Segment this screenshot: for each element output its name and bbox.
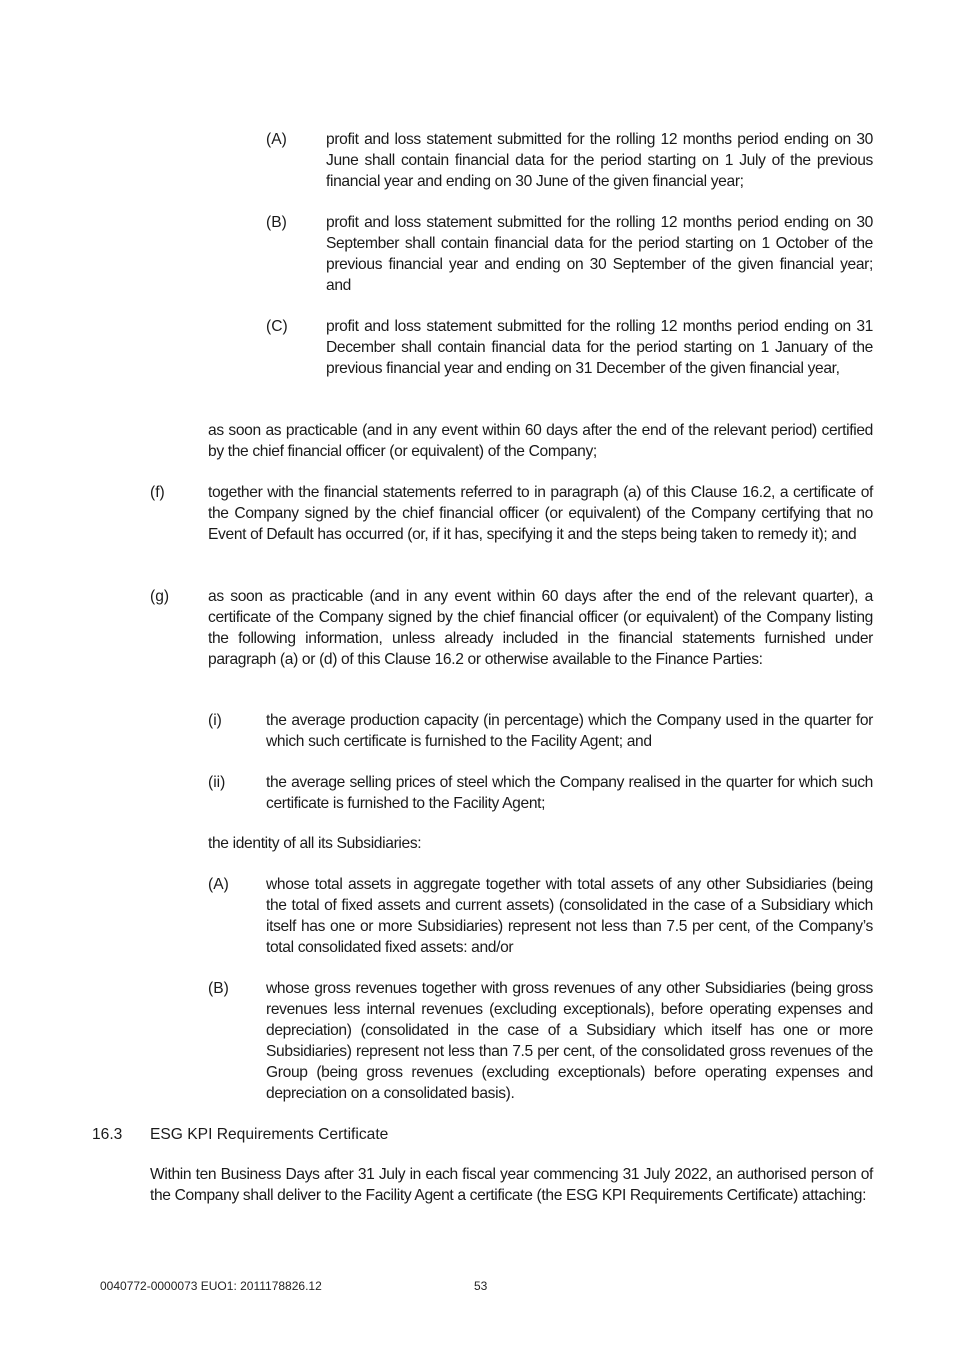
clause-label-g: (g) [150,588,170,605]
footer-page-number: 53 [474,1279,488,1293]
footer-document-reference: 0040772-0000073 EUO1: 2011178826.12 [100,1279,322,1293]
subsidiary-label: (A) [208,876,229,893]
subsidiary-text: whose total assets in aggregate together with total assets of any other Subsidiaries (being the total of fixed assets and current assets) (consolidated in the case of a Subsidiary which itself has one or more Subsidiaries) represent not less than 7.5 per cent, of the Company’s total consolidated fixed assets: and/or [266,876,873,956]
section-number: 16.3 [92,1126,123,1143]
item-text: profit and loss statement submitted for the rolling 12 months period ending on 30 June shall contain financial data for the period starting on 1 July of the previous financial year and ending on 30 June of the given financial year; [326,131,873,190]
item-label: (B) [266,214,287,231]
subsidiary-label: (B) [208,980,229,997]
clause-text-g: as soon as practicable (and in any event within 60 days after the end of the relevant quarter), a certificate of the Company signed by the chief financial officer (or equivalent) of the Company listing the following information, unless already included in the financial statements furnished under paragraph (a) or (d) of this Clause 16.2 or otherwise available to the Finance Parties: [208,588,873,668]
item-text: profit and loss statement submitted for the rolling 12 months period ending on 30 September shall contain financial data for the period starting on 1 October of the previous financial year and ending on 30 September of the given financial year; and [326,214,873,294]
section-body: Within ten Business Days after 31 July in each fiscal year commencing 31 July 2022, an authorised person of the Company shall deliver to the Facility Agent a certificate (the ESG KPI Requirements Certificate) attaching: [150,1166,873,1204]
section-title: ESG KPI Requirements Certificate [150,1126,389,1143]
item-label: (A) [266,131,287,148]
subclause-label-i: (i) [208,712,222,729]
identity-paragraph: the identity of all its Subsidiaries: [208,835,422,852]
item-text: profit and loss statement submitted for the rolling 12 months period ending on 31 December shall contain financial data for the period starting on 1 January of the previous financial year and ending on 31 December of the given financial year, [326,318,873,377]
subclause-label-ii: (ii) [208,774,226,791]
item-label: (C) [266,318,288,335]
subsidiary-text: whose gross revenues together with gross revenues of any other Subsidiaries (being gross revenues less internal revenues (excluding exceptionals), before operating expenses and depreciation) (consolidated in the case of a Subsidiary which itself has one or more Subsidiaries) represent not less than 7.5 per cent, of the consolidated gross revenues of the Group (being gross revenues (excluding exceptionals) before operating expenses and depreciation on a consolidated basis). [266,980,873,1102]
subclause-text-i: the average production capacity (in percentage) which the Company used in the quarter for which such certificate is furnished to the Facility Agent; and [266,712,873,750]
subclause-text-ii: the average selling prices of steel which the Company realised in the quarter for which such certificate is furnished to the Facility Agent; [266,774,873,812]
continuation-paragraph: as soon as practicable (and in any event within 60 days after the end of the relevant period) certified by the chief financial officer (or equivalent) of the Company; [208,422,873,460]
clause-text-f: together with the financial statements referred to in paragraph (a) of this Clause 16.2, a certificate of the Company signed by the chief financial officer (or equivalent) of the Company certifying that no Event of Default has occurred (or, if it has, specifying it and the steps being taken to remedy it); and [208,484,873,543]
clause-label-f: (f) [150,484,165,501]
